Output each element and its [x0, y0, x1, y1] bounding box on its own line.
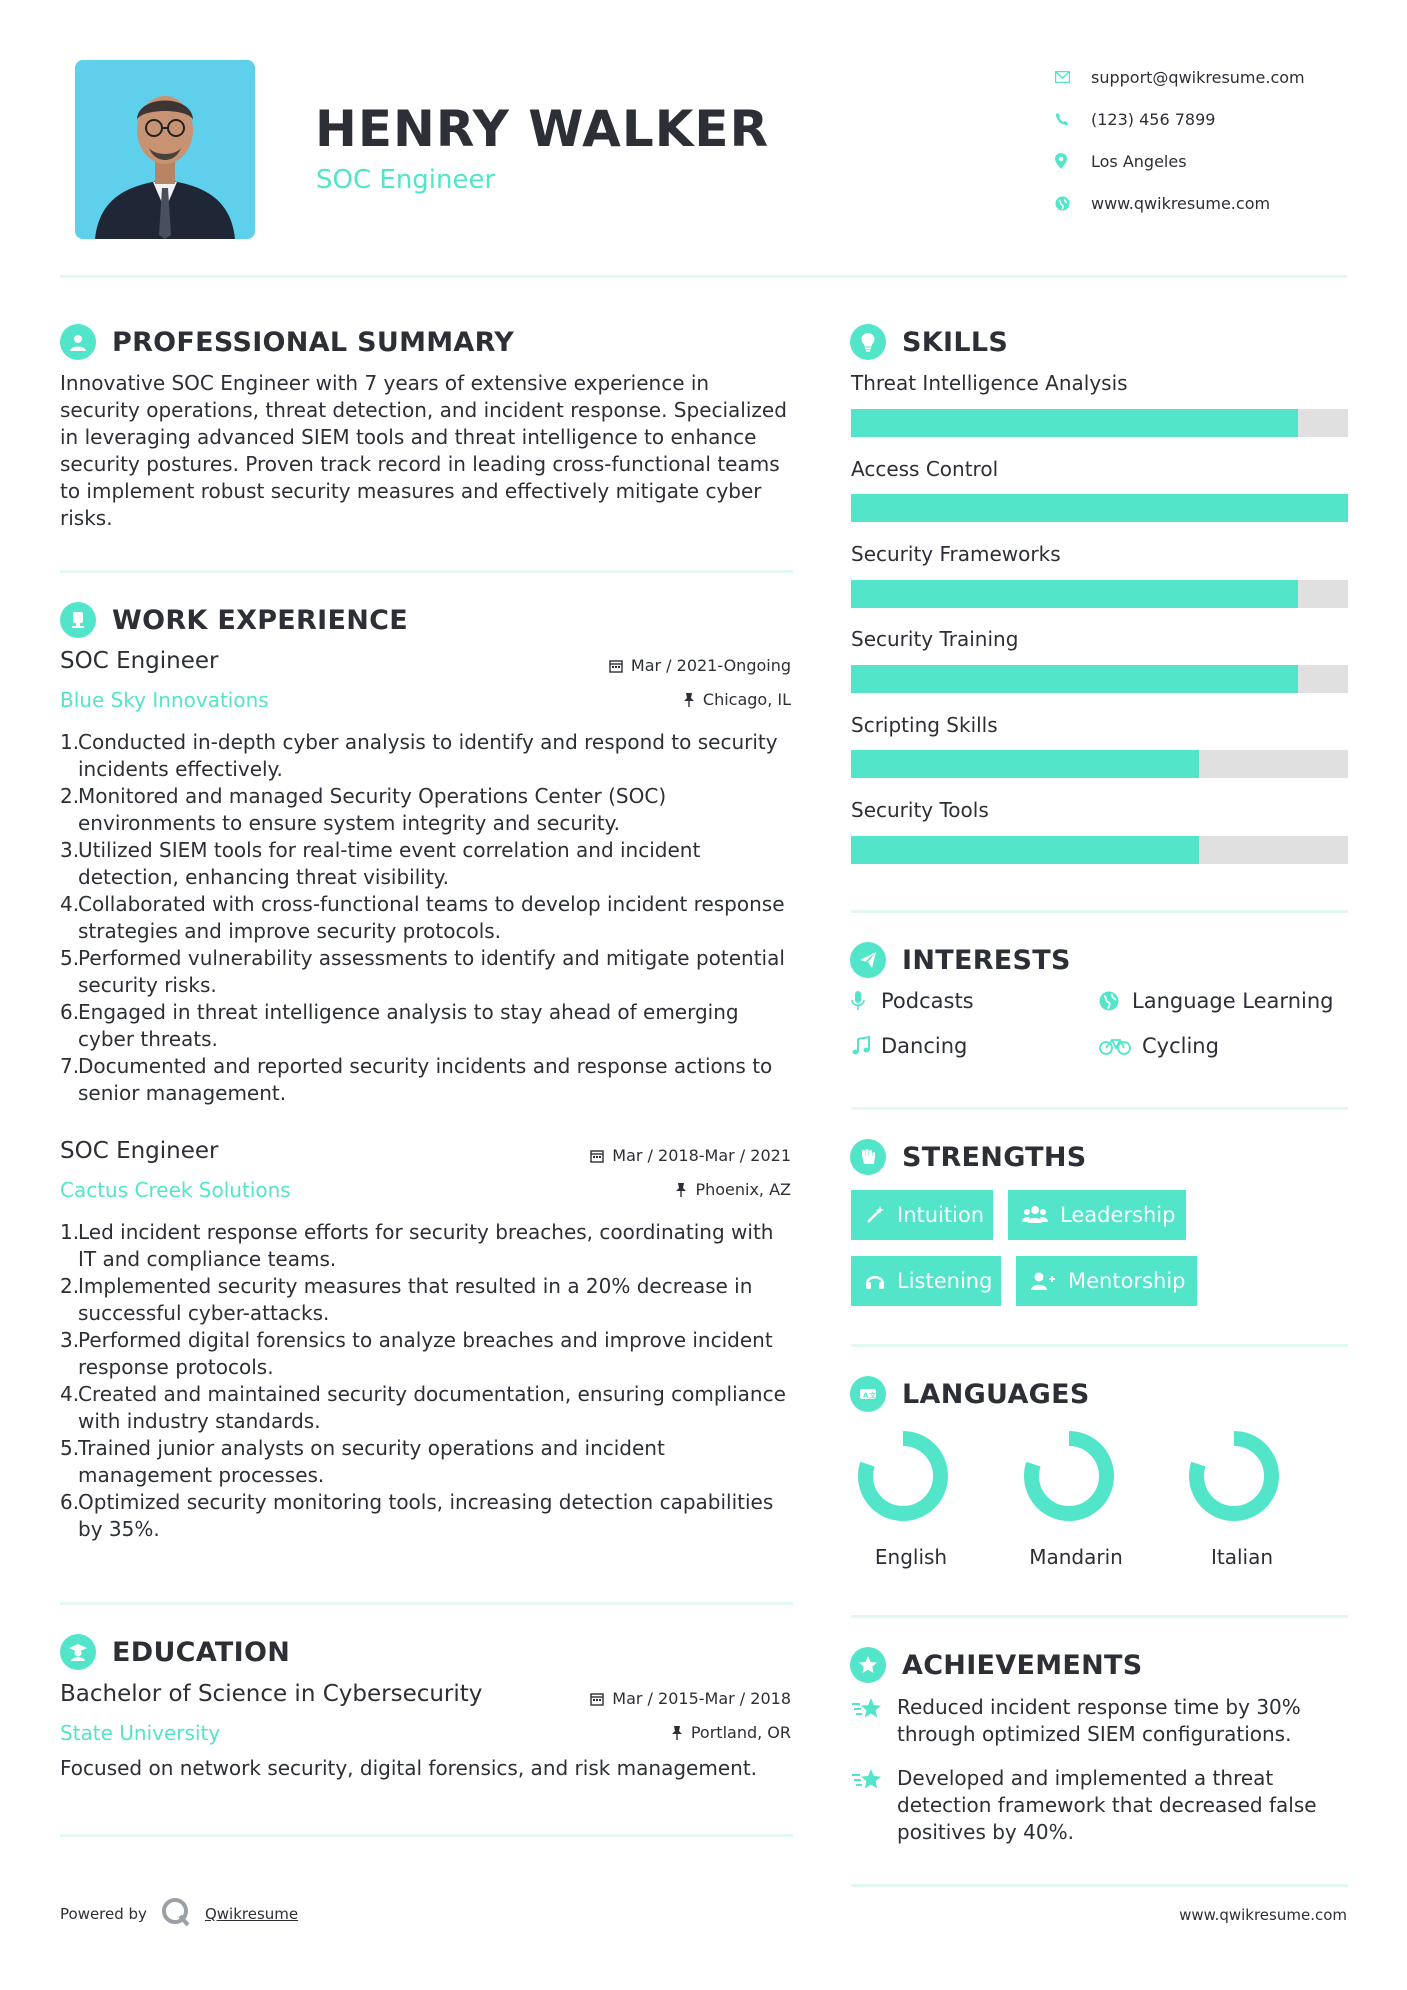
strengths-heading: STRENGTHS — [850, 1139, 1087, 1175]
job-title: SOC Engineer — [60, 648, 219, 674]
briefcase-icon — [60, 602, 96, 638]
phone-icon — [1055, 112, 1091, 126]
contact-email[interactable]: support@qwikresume.com — [1055, 56, 1385, 98]
profile-photo — [75, 60, 255, 239]
job-company: Cactus Creek Solutions — [60, 1178, 291, 1202]
skill-label: Threat Intelligence Analysis — [851, 371, 1128, 395]
language-ring-arc — [1197, 1439, 1272, 1514]
summary-text: Innovative SOC Engineer with 7 years of extensive experience in security operations, threat detection, and incident response. Specialized in leveraging advanced SIEM tools and threat intelligence to enhance security postures. Proven track record in leading cross-functional teams to implement robust security measures and effectively mitigate cyber risks. — [60, 371, 787, 530]
skills-heading: SKILLS — [850, 324, 1008, 360]
svg-text:A: A — [863, 1391, 869, 1400]
pin-icon — [671, 1726, 683, 1740]
summary-heading: PROFESSIONAL SUMMARY — [60, 324, 514, 360]
job-bullets — [60, 729, 795, 1107]
skill-label: Scripting Skills — [851, 713, 998, 737]
bicycle-icon — [1099, 1037, 1142, 1055]
contact-website[interactable]: www.qwikresume.com — [1055, 182, 1385, 224]
strength-badge: Leadership — [1008, 1190, 1186, 1240]
pin-icon — [683, 693, 695, 707]
header-divider — [60, 275, 1347, 278]
footer-url[interactable]: www.qwikresume.com — [1179, 1906, 1347, 1924]
achievement-item: Developed and implemented a threat detection framework that decreased false positives by 40%. — [851, 1765, 1351, 1846]
contact-phone[interactable]: (123) 456 7899 — [1055, 98, 1385, 140]
pin-icon — [675, 1183, 687, 1197]
education-divider — [60, 1834, 793, 1837]
footer-powered-by: Powered by Qwikresume — [60, 1897, 298, 1931]
languages-divider — [851, 1615, 1348, 1618]
skill-bar-fill — [851, 580, 1298, 608]
candidate-name: HENRY WALKER — [315, 100, 770, 158]
job-location: Phoenix, AZ — [675, 1180, 791, 1199]
email-icon — [1055, 71, 1091, 83]
skill-bar-fill — [851, 409, 1298, 437]
candidate-role: SOC Engineer — [316, 165, 496, 195]
contact-location: Los Angeles — [1055, 140, 1385, 182]
skill-bar-fill — [851, 750, 1199, 778]
language-ring — [858, 1431, 948, 1521]
list-item: 7. Documented and reported security incidents and response actions to senior management. — [60, 1054, 773, 1105]
list-item: 4. Created and maintained security documentation, ensuring compliance with industry standards. — [60, 1382, 786, 1433]
school-name: State University — [60, 1721, 221, 1745]
microphone-icon — [851, 991, 881, 1011]
list-item: 1. Conducted in-depth cyber analysis to identify and respond to security incidents effectively. — [60, 730, 778, 781]
language-ring — [1024, 1431, 1114, 1521]
list-item: 5. Trained junior analysts on security operations and incident management processes. — [60, 1436, 665, 1487]
star-icon — [851, 1694, 897, 1748]
interest-item: Cycling — [1099, 1034, 1219, 1058]
strength-badge: Listening — [851, 1256, 1001, 1306]
paper-plane-icon — [850, 942, 886, 978]
interests-heading: INTERESTS — [850, 942, 1071, 978]
lightbulb-icon — [850, 324, 886, 360]
job-company: Blue Sky Innovations — [60, 688, 269, 712]
skill-label: Security Training — [851, 627, 1019, 651]
skill-bar-fill — [851, 836, 1199, 864]
education-location: Portland, OR — [671, 1723, 791, 1742]
list-item: 6. Optimized security monitoring tools, increasing detection capabilities by 35%. — [60, 1490, 774, 1541]
footer-brand-link[interactable]: Qwikresume — [204, 1905, 299, 1923]
job-dates: Mar / 2018-Mar / 2021 — [590, 1146, 791, 1165]
fist-icon — [850, 1139, 886, 1175]
star-icon — [851, 1765, 897, 1846]
achievement-item: Reduced incident response time by 30% through optimized SIEM configurations. — [851, 1694, 1351, 1748]
list-item: 4. Collaborated with cross-functional teams to develop incident response strategies and improve security protocols. — [60, 892, 785, 943]
skill-bar — [851, 494, 1348, 522]
wand-icon — [865, 1205, 885, 1225]
language-label: Mandarin — [1029, 1545, 1123, 1569]
job-title: SOC Engineer — [60, 1138, 219, 1164]
list-item: 1. Led incident response efforts for security breaches, coordinating with IT and compliance teams. — [60, 1220, 774, 1271]
skill-bar-fill — [851, 494, 1348, 522]
graduate-icon — [60, 1634, 96, 1670]
job-bullets — [60, 1219, 795, 1543]
music-note-icon — [851, 1036, 881, 1056]
skills-divider — [851, 910, 1348, 913]
degree-title: Bachelor of Science in Cybersecurity — [60, 1681, 483, 1707]
language-label: English — [874, 1545, 948, 1569]
strength-badge: Intuition — [851, 1190, 993, 1240]
language-ring — [1189, 1431, 1279, 1521]
interest-item: Language Learning — [1099, 989, 1333, 1013]
interest-item: Dancing — [851, 1034, 967, 1058]
job-location: Chicago, IL — [683, 690, 791, 709]
skill-bar — [851, 580, 1348, 608]
globe-icon — [1099, 991, 1132, 1011]
language-ring-arc — [1032, 1439, 1107, 1514]
globe-icon — [1055, 196, 1091, 211]
languages-heading: A 文 LANGUAGES — [850, 1376, 1090, 1412]
contact-list — [1055, 56, 1385, 224]
strengths-divider — [851, 1344, 1348, 1347]
achievements-divider — [851, 1884, 1348, 1887]
education-text: Focused on network security, digital forensics, and risk management. — [60, 1756, 758, 1780]
interest-item: Podcasts — [851, 989, 974, 1013]
user-plus-icon — [1030, 1271, 1056, 1291]
calendar-icon — [609, 659, 623, 673]
education-dates: Mar / 2015-Mar / 2018 — [590, 1689, 791, 1708]
users-icon — [1022, 1205, 1048, 1225]
education-heading: EDUCATION — [60, 1634, 290, 1670]
list-item: 6. Engaged in threat intelligence analysis to stay ahead of emerging cyber threats. — [60, 1000, 739, 1051]
skill-bar — [851, 409, 1348, 437]
user-icon — [60, 324, 96, 360]
skill-bar — [851, 836, 1348, 864]
list-item: 2. Implemented security measures that resulted in a 20% decrease in successful cyber-attacks. — [60, 1274, 753, 1325]
skill-label: Access Control — [851, 457, 999, 481]
svg-text:文: 文 — [869, 1391, 876, 1400]
experience-divider — [60, 1602, 793, 1605]
list-item: 5. Performed vulnerability assessments to identify and mitigate potential security risks. — [60, 946, 785, 997]
interests-divider — [851, 1107, 1348, 1110]
skill-label: Security Frameworks — [851, 542, 1061, 566]
qwikresume-logo-icon — [161, 1897, 191, 1931]
skill-bar — [851, 750, 1348, 778]
calendar-icon — [590, 1149, 604, 1163]
calendar-icon — [590, 1692, 604, 1706]
language-ring-arc — [866, 1439, 941, 1514]
list-item: 3. Utilized SIEM tools for real-time event correlation and incident detection, enhancing threat visibility. — [60, 838, 701, 889]
translate-icon — [850, 1376, 886, 1412]
language-label: Italian — [1210, 1545, 1274, 1569]
star-badge-icon — [850, 1647, 886, 1683]
achievements-heading: ACHIEVEMENTS — [850, 1647, 1143, 1683]
list-item: 2. Monitored and managed Security Operations Center (SOC) environments to ensure system integrity and security. — [60, 784, 667, 835]
skill-bar-fill — [851, 665, 1298, 693]
skill-bar — [851, 665, 1348, 693]
summary-divider — [60, 570, 793, 573]
skill-label: Security Tools — [851, 798, 989, 822]
location-icon — [1055, 153, 1091, 169]
job-dates: Mar / 2021-Ongoing — [609, 656, 791, 675]
strength-badge: Mentorship — [1016, 1256, 1197, 1306]
list-item: 3. Performed digital forensics to analyze breaches and improve incident response protocols. — [60, 1328, 773, 1379]
headphones-icon — [865, 1271, 885, 1291]
experience-heading: WORK EXPERIENCE — [60, 602, 408, 638]
